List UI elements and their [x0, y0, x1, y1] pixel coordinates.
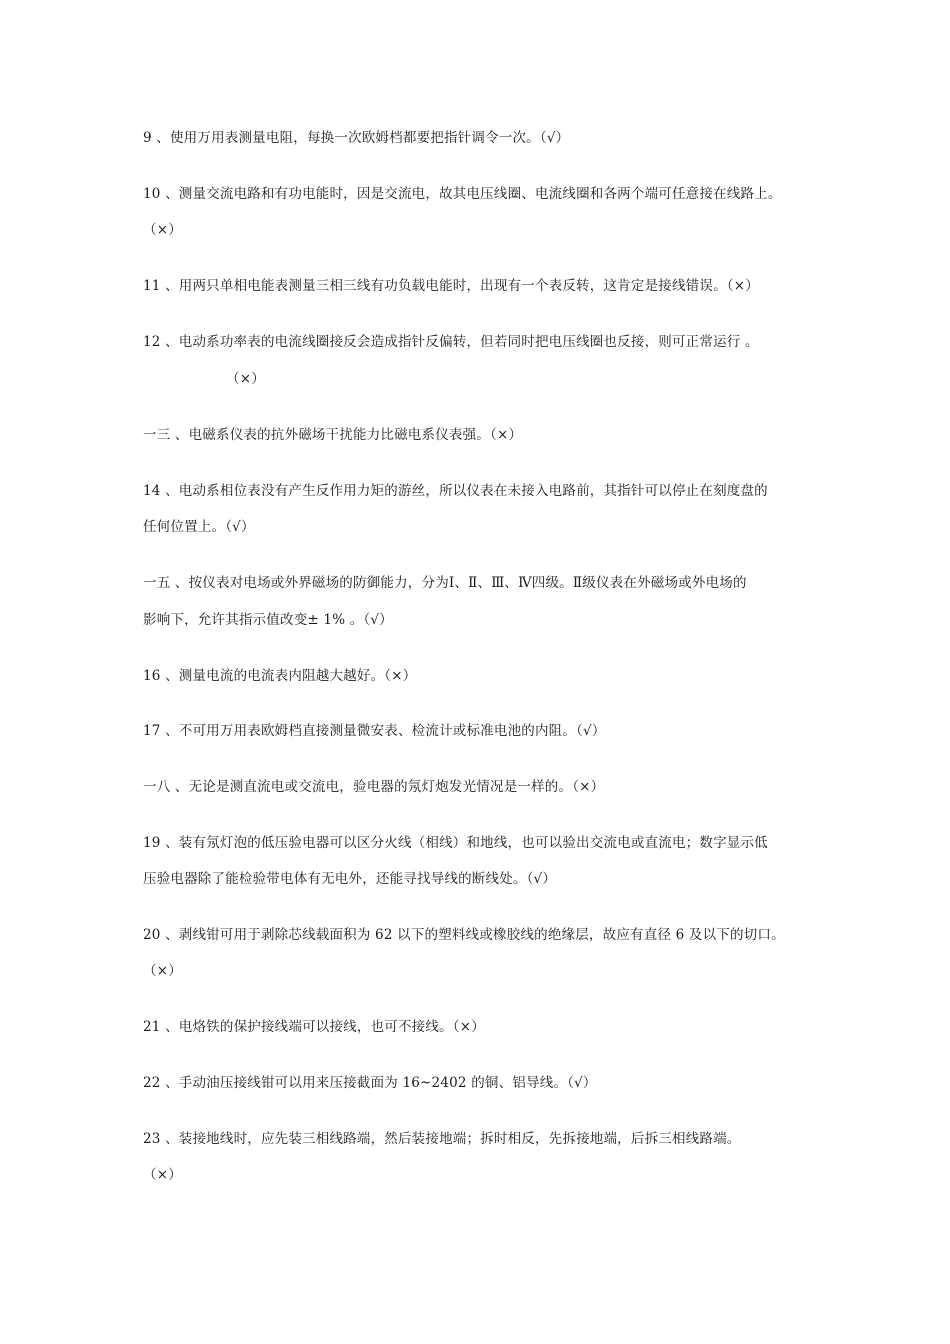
question-17: 17 、不可用万用表欧姆档直接测量微安表、检流计或标准电池的内阻。（√）	[143, 723, 606, 739]
question-10-answer: （×）	[143, 222, 182, 238]
question-18: 一八 、无论是测直流电或交流电，验电器的氖灯炮发光情况是一样的。（×）	[143, 779, 605, 795]
question-21: 21 、电烙铁的保护接线端可以接线，也可不接线。（×）	[143, 1019, 485, 1035]
question-22: 22 、手动油压接线钳可以用来压接截面为 16~2402 的铜、铝导线。（√）	[143, 1075, 597, 1091]
question-10: 10 、测量交流电路和有功电能时，因是交流电，故其电压线圈、电流线圈和各两个端可任意接在线路上。	[143, 186, 782, 202]
question-15-continuation: 影响下，允许其指示值改变± 1% 。（√）	[143, 612, 393, 628]
question-12-answer: （×）	[226, 371, 265, 387]
question-23: 23 、装接地线时，应先装三相线路端，然后装接地端；拆时相反，先拆接地端，后拆三相线路端。	[143, 1131, 741, 1147]
question-16: 16 、测量电流的电流表内阻越大越好。（×）	[143, 668, 417, 684]
question-23-answer: （×）	[143, 1167, 182, 1183]
question-20: 20 、剥线钳可用于剥除芯线载面积为 62 以下的塑料线或橡胶线的绝缘层，故应有直径 6 及以下的切口。	[143, 927, 785, 943]
question-20-answer: （×）	[143, 963, 182, 979]
question-14-continuation: 任何位置上。（√）	[143, 519, 255, 535]
question-9: 9 、使用万用表测量电阻，每换一次欧姆档都要把指针调令一次。（√）	[143, 130, 570, 146]
question-19-continuation: 压验电器除了能检验带电体有无电外，还能寻找导线的断线处。（√）	[143, 871, 557, 887]
question-12: 12 、电动系功率表的电流线圈接反会造成指针反偏转，但若同时把电压线圈也反接，则可正常运行 。	[143, 334, 759, 350]
question-14: 14 、电动系相位表没有产生反作用力矩的游丝，所以仪表在未接入电路前，其指针可以停止在刻度盘的	[143, 483, 768, 499]
question-11: 11 、用两只单相电能表测量三相三线有功负载电能时，出现有一个表反转，这肯定是接线错误。（×）	[143, 278, 759, 294]
question-15: 一五 、按仪表对电场或外界磁场的防御能力，分为Ⅰ、Ⅱ、Ⅲ、Ⅳ四级。Ⅱ级仪表在外磁场或外电场的	[143, 575, 747, 591]
question-13: 一三 、电磁系仪表的抗外磁场干扰能力比磁电系仪表强。（×）	[143, 427, 523, 443]
question-19: 19 、装有氖灯泡的低压验电器可以区分火线（相线）和地线，也可以验出交流电或直流电；数字显示低	[143, 835, 768, 851]
